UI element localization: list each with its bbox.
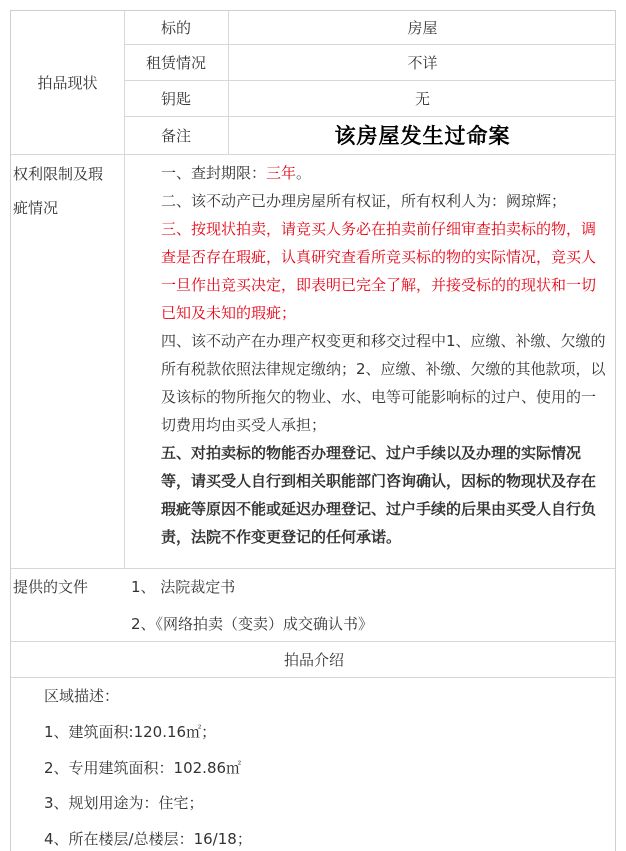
restriction-item-5: 五、对拍卖标的物能否办理登记、过户手续以及办理的实际情况等，请买受人自行到相关职能部门咨询确认，因标的物现状及存在瑕疵等原因不能或延迟办理登记、过户手续的后果由买受人自行负责，法院不作变更登记的任何承诺。 — [161, 444, 597, 546]
divider — [11, 677, 616, 678]
note-cell — [228, 116, 616, 154]
intro-line: 1、建筑面积:120.16㎡； — [44, 723, 217, 741]
intro-header: 拍品介绍 — [283, 650, 344, 669]
seal-period-value: 三年 — [266, 164, 297, 182]
status-row-label: 钥匙 — [160, 89, 191, 108]
status-row-label: 租赁情况 — [145, 53, 206, 72]
status-row-value: 不详 — [407, 53, 438, 72]
file-item: 2、《网络拍卖（变卖）成交确认书》 — [131, 615, 374, 633]
restriction-item-2: 二、该不动产已办理房屋所有权证，所有权利人为：阙琼辉； — [161, 192, 567, 210]
intro-line: 3、规划用途为：住宅； — [44, 794, 204, 812]
restrictions-content — [131, 159, 609, 551]
note-value: 该房屋发生过命案 — [334, 124, 511, 148]
item1-suffix: 。 — [296, 164, 312, 182]
status-section-label: 拍品现状 — [37, 74, 98, 92]
status-row-label: 标的 — [160, 19, 191, 37]
restriction-item-4: 四、该不动产在办理产权变更和移交过程中1、应缴、补缴、欠缴的所有税款依照法律规定缴纳；2、应缴、补缴、欠缴的其他款项，以及该标的物所拖欠的物业、水、电等可能影响标的过户、使用的一切费用均由买受人承担； — [161, 332, 606, 434]
divider — [11, 568, 616, 569]
status-row-value: 无 — [414, 89, 430, 108]
file-item: 1、 法院裁定书 — [131, 578, 236, 596]
intro-line: 区域描述： — [44, 687, 120, 705]
files-label: 提供的文件 — [13, 578, 89, 596]
restrictions-label-line: 疵情况 — [13, 199, 59, 217]
intro-line: 4、所在楼层/总楼层：16/18； — [44, 830, 252, 848]
divider — [11, 154, 616, 155]
restrictions-label-line: 权利限制及瑕 — [13, 165, 104, 183]
restrictions-label — [13, 157, 123, 225]
auction-info-table — [10, 10, 616, 851]
intro-line: 2、专用建筑面积：102.86㎡ — [44, 759, 242, 777]
status-row-value: 房屋 — [407, 19, 438, 37]
restriction-item-3: 三、按现状拍卖，请竞买人务必在拍卖前仔细审查拍卖标的物，调查是否存在瑕疵，认真研究查看所竞买标的物的实际情况，竞买人一旦作出竞买决定，即表明已完全了解，并接受标的的现状和一切已知及未知的瑕疵； — [161, 220, 597, 322]
restriction-item-1 — [131, 159, 609, 187]
item1-prefix: 一、查封期限： — [161, 164, 267, 182]
status-row-label: 备注 — [160, 126, 191, 145]
